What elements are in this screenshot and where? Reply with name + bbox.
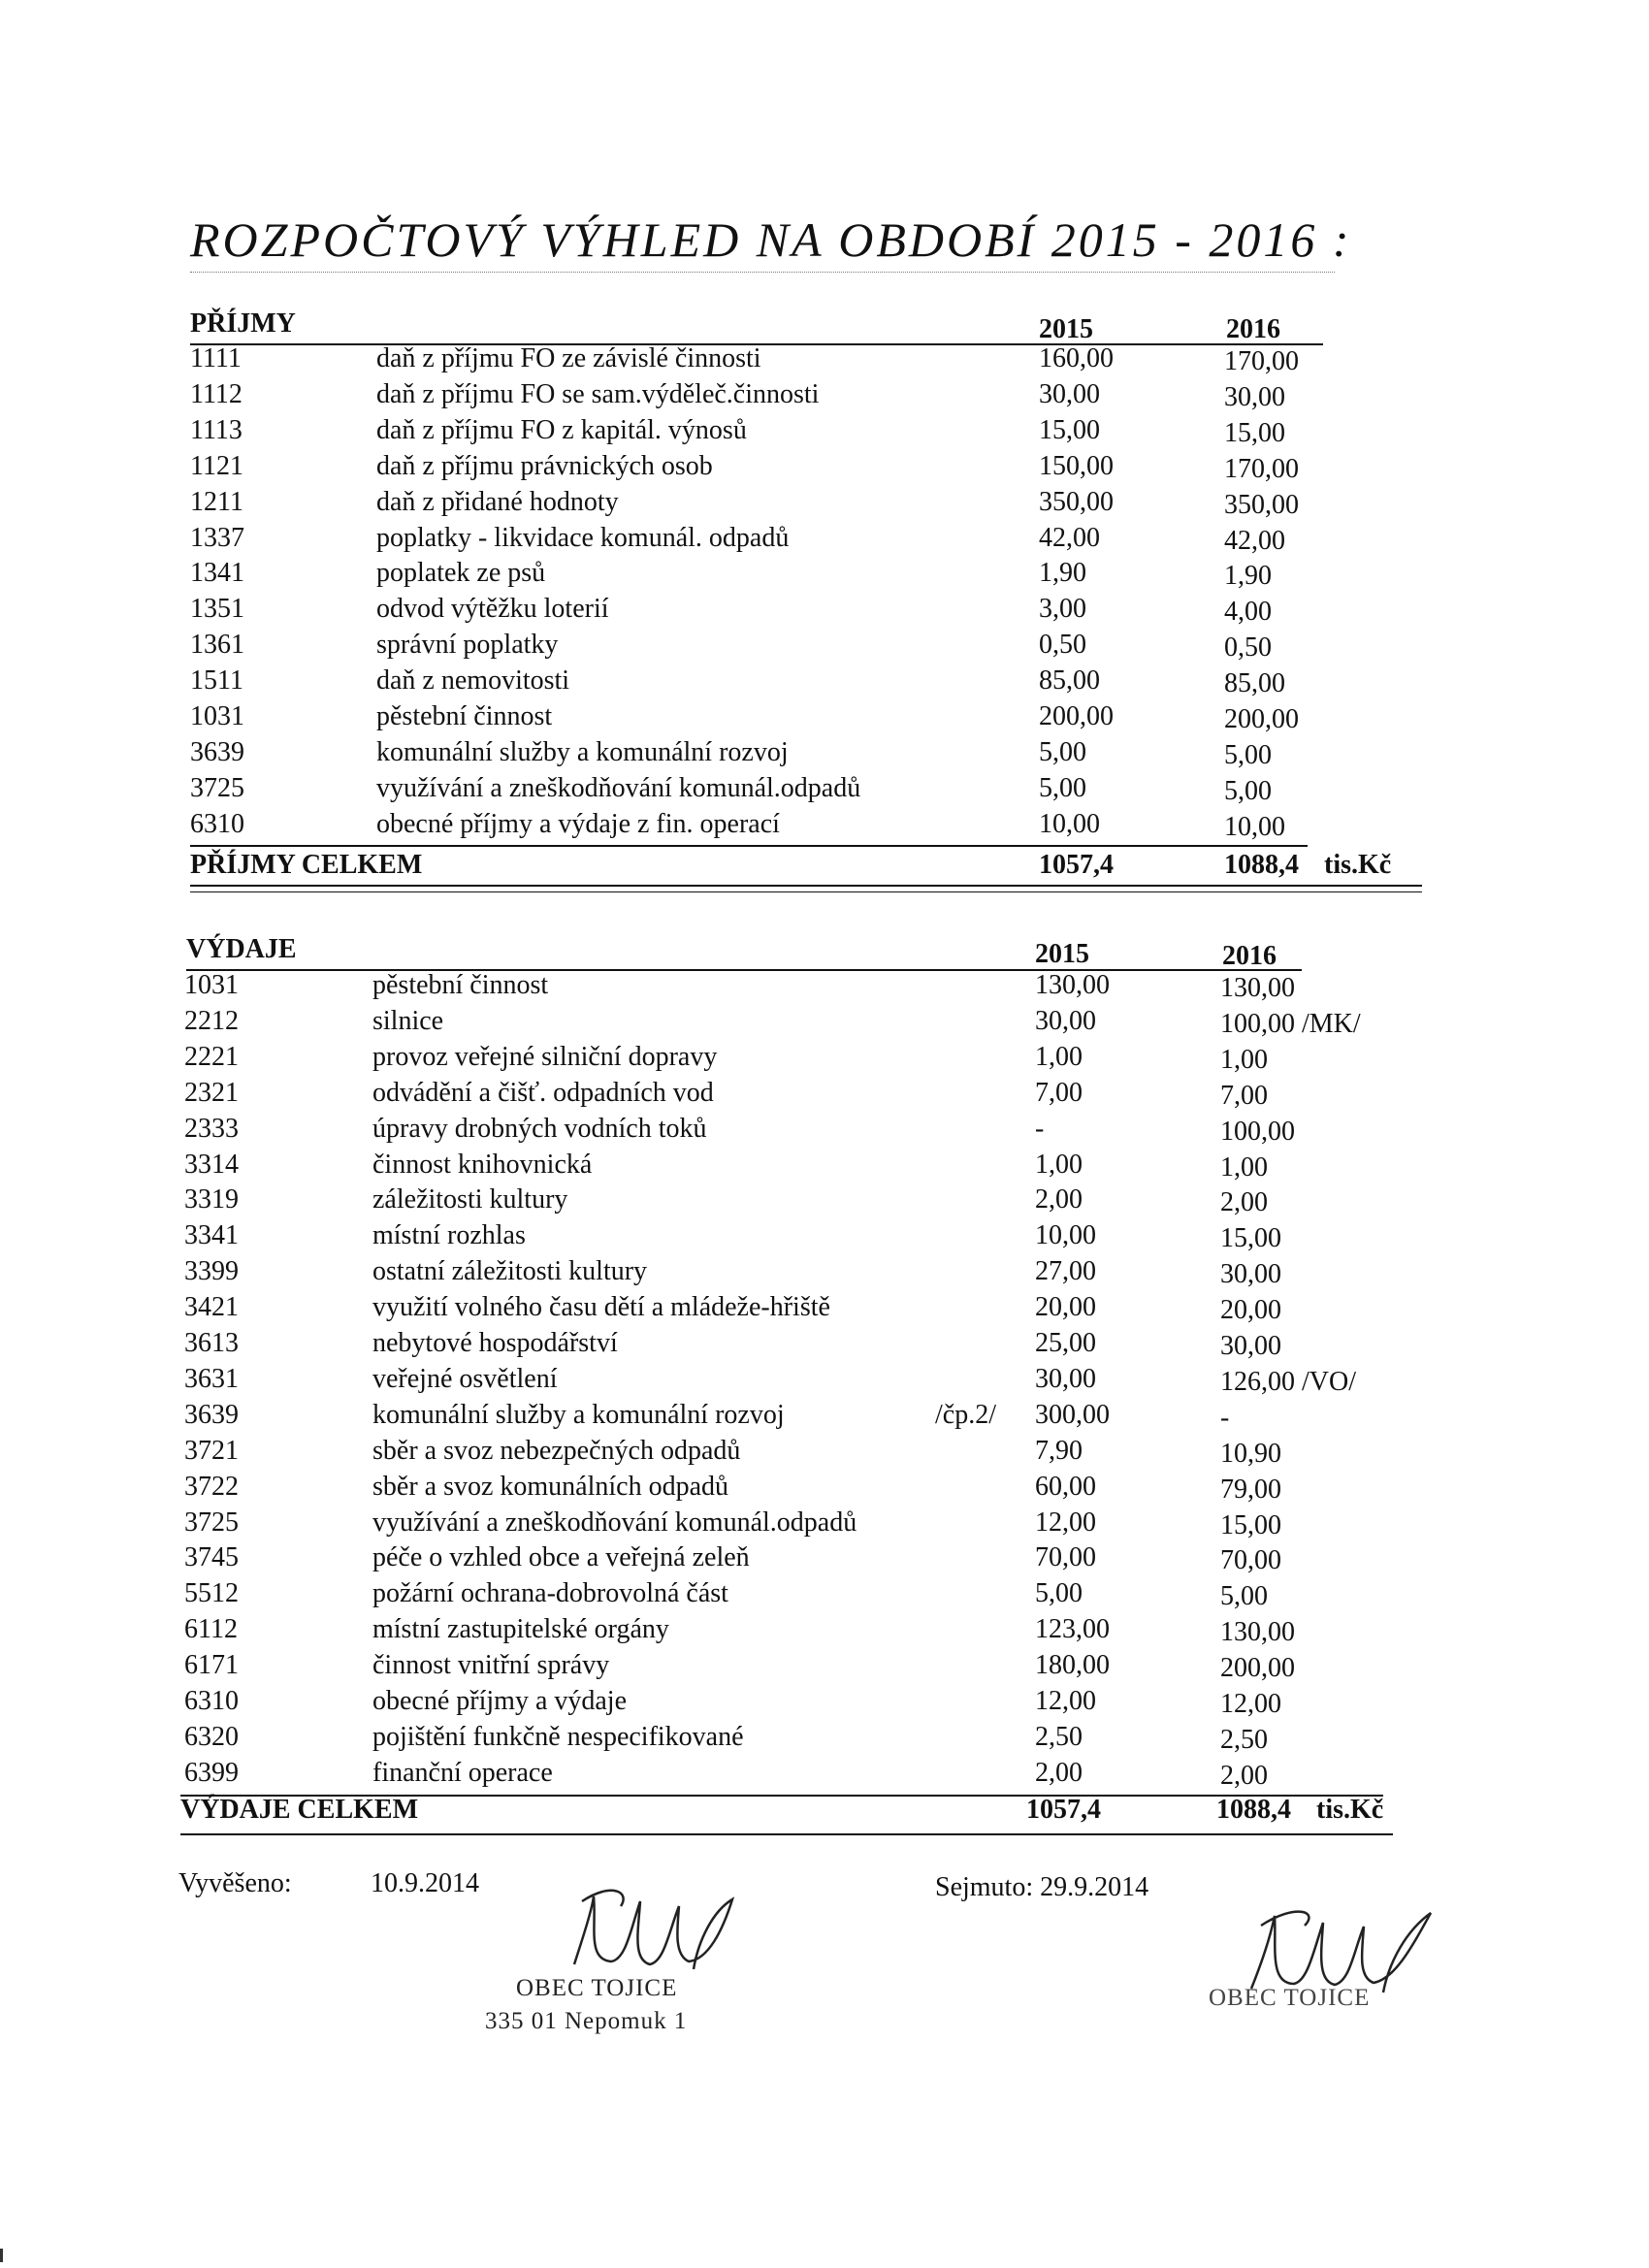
posted-label: Vyvěšeno: (178, 1868, 292, 1898)
cell-v2015: 1,00 (1035, 1149, 1083, 1180)
income-bottom-rule (190, 845, 1308, 847)
cell-v2016: 170,00 (1224, 453, 1299, 484)
cell-v2016: 1,90 (1224, 561, 1272, 592)
cell-desc: sběr a svoz nebezpečných odpadů (372, 1435, 741, 1466)
expenses-total-rule (180, 1833, 1393, 1835)
cell-v2015: 27,00 (1035, 1256, 1096, 1287)
table-row (0, 1006, 1649, 1042)
expenses-total-2015: 1057,4 (1026, 1795, 1101, 1825)
cell-v2016: 12,00 (1220, 1689, 1281, 1719)
removed-date: Sejmuto: 29.9.2014 (935, 1872, 1149, 1902)
cell-v2015: 350,00 (1039, 486, 1114, 517)
cell-v2016: 130,00 (1220, 1617, 1295, 1648)
cell-v2016: 70,00 (1220, 1545, 1281, 1576)
cell-code: 1341 (190, 558, 244, 589)
cell-code: 2333 (184, 1113, 239, 1144)
table-row (0, 1436, 1649, 1472)
cell-code: 1031 (184, 970, 239, 1000)
cell-v2016: 20,00 (1220, 1295, 1281, 1326)
cell-v2016: 100,00 (1220, 1116, 1295, 1147)
cell-v2015: 30,00 (1035, 1005, 1096, 1036)
cell-desc: veřejné osvětlení (372, 1363, 558, 1394)
cell-v2015: 150,00 (1039, 450, 1114, 481)
table-row (0, 809, 1649, 845)
income-total-label: PŘÍJMY CELKEM (190, 850, 423, 880)
cell-desc: činnost knihovnická (372, 1149, 593, 1180)
income-total-row (0, 850, 1649, 886)
cell-v2016: 10,90 (1220, 1438, 1281, 1469)
cell-code: 1111 (190, 343, 242, 373)
cell-code: 1031 (190, 701, 244, 731)
cell-v2015: 5,00 (1035, 1578, 1083, 1609)
cell-code: 6310 (184, 1686, 239, 1716)
income-total-2015: 1057,4 (1039, 850, 1114, 880)
cell-v2015: 10,00 (1039, 808, 1100, 839)
table-row (0, 737, 1649, 773)
cell-code: 3399 (184, 1256, 239, 1287)
cell-code: 1112 (190, 378, 242, 409)
table-row (0, 1722, 1649, 1758)
cell-desc: daň z příjmu FO se sam.výděleč.činnosti (376, 378, 820, 409)
cell-v2015: 2,00 (1035, 1184, 1083, 1215)
expenses-total-unit: tis.Kč (1316, 1795, 1384, 1825)
posted-date: 10.9.2014 (371, 1868, 479, 1898)
cell-code: 6320 (184, 1721, 239, 1752)
income-total-2016: 1088,4 (1224, 850, 1299, 880)
table-row (0, 1292, 1649, 1328)
cell-v2016: 15,00 (1224, 417, 1285, 448)
cell-desc: péče o vzhled obce a veřejná zeleň (372, 1542, 750, 1573)
cell-code: 1351 (190, 594, 244, 625)
cell-desc: pěstební činnost (376, 701, 553, 731)
cell-v2016: 200,00 (1220, 1653, 1295, 1684)
table-row (0, 630, 1649, 665)
cell-desc: pěstební činnost (372, 970, 549, 1000)
cell-v2015: 30,00 (1035, 1363, 1096, 1394)
table-row (0, 1042, 1649, 1078)
cell-v2015: 3,00 (1039, 594, 1086, 625)
cell-code: 2221 (184, 1041, 239, 1072)
cell-code: 6112 (184, 1614, 238, 1645)
cell-v2015: 30,00 (1039, 378, 1100, 409)
cell-code: 3721 (184, 1435, 239, 1466)
table-row (0, 1328, 1649, 1364)
cell-v2015: 42,00 (1039, 522, 1100, 553)
expenses-col-2016: 2016 (1222, 941, 1277, 971)
table-row (0, 558, 1649, 594)
cell-v2015: 180,00 (1035, 1650, 1110, 1681)
cell-desc: místní zastupitelské orgány (372, 1614, 669, 1645)
table-row (0, 487, 1649, 523)
cell-v2016: 15,00 (1220, 1509, 1281, 1540)
expenses-total-row (0, 1795, 1649, 1831)
expenses-col-2015: 2015 (1035, 939, 1089, 969)
cell-v2016: 170,00 (1224, 346, 1299, 376)
cell-desc: daň z přidané hodnoty (376, 486, 619, 517)
stamp2-line1: OBEC TOJICE (1209, 1985, 1371, 2011)
cell-desc: komunální služby a komunální rozvoj (372, 1399, 785, 1430)
signature-left (553, 1872, 747, 1989)
cell-v2016: 130,00 (1220, 973, 1295, 1003)
cell-v2015: 25,00 (1035, 1328, 1096, 1358)
expenses-total-label: VÝDAJE CELKEM (180, 1795, 419, 1825)
cell-v2016: 5,00 (1224, 775, 1272, 806)
cell-v2016: 30,00 (1220, 1331, 1281, 1361)
cell-desc: daň z příjmu FO ze závislé činnosti (376, 343, 761, 373)
cell-code: 1121 (190, 450, 243, 481)
table-row (0, 665, 1649, 701)
cell-v2016: 1,00 (1220, 1151, 1268, 1183)
cell-v2015: 123,00 (1035, 1614, 1110, 1645)
cell-v2016: 7,00 (1220, 1080, 1268, 1111)
cell-code: 3631 (184, 1363, 239, 1394)
cell-v2016: 30,00 (1224, 381, 1285, 412)
cell-code: 6171 (184, 1650, 239, 1681)
table-row (0, 1078, 1649, 1114)
table-row (0, 1542, 1649, 1578)
cell-v2016: 100,00 /MK/ (1220, 1008, 1361, 1039)
cell-desc: místní rozhlas (372, 1220, 526, 1251)
cell-code: 3639 (184, 1399, 239, 1430)
cell-code: 3421 (184, 1292, 239, 1323)
cell-v2016: 200,00 (1224, 704, 1299, 734)
cell-desc: poplatek ze psů (376, 558, 546, 589)
cell-desc: sběr a svoz komunálních odpadů (372, 1471, 729, 1502)
page-title: ROZPOČTOVÝ VÝHLED NA OBDOBÍ 2015 - 2016 : (190, 211, 1335, 273)
cell-v2015: 2,00 (1035, 1757, 1083, 1788)
cell-v2016: 2,50 (1220, 1724, 1268, 1755)
cell-v2015: 70,00 (1035, 1542, 1096, 1573)
cell-code: 1511 (190, 665, 243, 697)
cell-desc: využívání a zneškodňování komunál.odpadů (376, 772, 861, 803)
cell-desc: využívání a zneškodňování komunál.odpadů (372, 1507, 857, 1538)
cell-code: 3341 (184, 1220, 239, 1251)
cell-desc: záležitosti kultury (372, 1184, 568, 1215)
cell-desc: odvod výtěžku loterií (376, 594, 609, 625)
table-row (0, 415, 1649, 451)
table-row (0, 1364, 1649, 1400)
cell-v2015: 5,00 (1039, 772, 1086, 803)
cell-desc: využití volného času dětí a mládeže-hřiště (372, 1292, 830, 1323)
income-col-2016: 2016 (1226, 314, 1280, 344)
cell-desc: požární ochrana-dobrovolná část (372, 1578, 728, 1609)
income-total-rule (190, 885, 1422, 887)
cell-v2015: 1,90 (1039, 558, 1086, 589)
cell-desc: obecné příjmy a výdaje (372, 1686, 628, 1716)
cell-v2016: 350,00 (1224, 489, 1299, 520)
expenses-heading: VÝDAJE (186, 934, 297, 964)
cell-desc: poplatky - likvidace komunál. odpadů (376, 522, 790, 553)
cell-code: 1337 (190, 522, 244, 553)
table-row (0, 1578, 1649, 1614)
cell-v2016: 1,00 (1220, 1044, 1268, 1075)
cell-v2015: 5,00 (1039, 736, 1086, 767)
cell-v2016: 42,00 (1224, 525, 1285, 556)
cell-desc: správní poplatky (376, 630, 559, 661)
cell-desc: obecné příjmy a výdaje z fin. operací (376, 808, 780, 839)
cell-v2016: 2,00 (1220, 1760, 1268, 1791)
cell-v2016: - (1220, 1402, 1230, 1433)
cell-v2015: 0,50 (1039, 630, 1086, 661)
cell-code: 3745 (184, 1542, 239, 1573)
table-row (0, 970, 1649, 1006)
cell-v2016: 5,00 (1224, 739, 1272, 770)
income-total-unit: tis.Kč (1324, 850, 1392, 880)
cell-v2015: 160,00 (1039, 343, 1114, 373)
cell-v2015: 60,00 (1035, 1471, 1096, 1502)
cell-v2015: 130,00 (1035, 970, 1110, 1000)
table-row (0, 343, 1649, 379)
cell-code: 3613 (184, 1328, 239, 1358)
table-row (0, 773, 1649, 809)
expenses-total-2016: 1088,4 (1216, 1795, 1291, 1825)
cell-code: 6310 (190, 808, 244, 839)
cell-v2016: 15,00 (1220, 1223, 1281, 1254)
cell-desc: nebytové hospodářství (372, 1328, 618, 1358)
table-row (0, 1686, 1649, 1722)
cell-v2016: 5,00 (1220, 1581, 1268, 1612)
table-row (0, 1650, 1649, 1686)
stamp-line2: 335 01 Nepomuk 1 (485, 2008, 688, 2034)
cell-desc: finanční operace (372, 1757, 553, 1788)
cell-code: 1113 (190, 414, 242, 445)
cell-desc: činnost vnitřní správy (372, 1650, 610, 1681)
cell-v2016: 0,50 (1224, 632, 1272, 664)
cell-v2016: 2,00 (1220, 1187, 1268, 1218)
cell-v2016: 4,00 (1224, 597, 1272, 628)
table-row (0, 1256, 1649, 1292)
cell-v2015: 300,00 (1035, 1399, 1110, 1430)
cell-desc: daň z příjmu FO z kapitál. výnosů (376, 414, 747, 445)
cell-desc: silnice (372, 1005, 444, 1036)
cell-v2016: 30,00 (1220, 1259, 1281, 1290)
cell-v2016: 79,00 (1220, 1474, 1281, 1505)
cell-v2015: 7,90 (1035, 1435, 1083, 1466)
cell-desc: komunální služby a komunální rozvoj (376, 736, 789, 767)
cell-desc: daň z příjmu právnických osob (376, 450, 713, 481)
cell-desc: daň z nemovitosti (376, 665, 570, 697)
cell-code: 1211 (190, 486, 243, 517)
cell-code: 5512 (184, 1578, 239, 1609)
table-row (0, 1507, 1649, 1543)
table-row (0, 594, 1649, 630)
income-heading: PŘÍJMY (190, 308, 296, 339)
cell-note: /čp.2/ (935, 1399, 996, 1430)
cell-v2015: - (1035, 1113, 1045, 1144)
cell-v2015: 2,50 (1035, 1721, 1083, 1752)
cell-code: 3639 (190, 736, 244, 767)
table-row (0, 1184, 1649, 1220)
table-row (0, 701, 1649, 737)
cell-code: 3319 (184, 1184, 239, 1215)
cell-code: 3725 (190, 772, 244, 803)
stamp-line1: OBEC TOJICE (516, 1975, 678, 2001)
cell-code: 3725 (184, 1507, 239, 1538)
cell-code: 3722 (184, 1471, 239, 1502)
income-total-rule-2 (190, 891, 1422, 892)
income-col-2015: 2015 (1039, 314, 1093, 344)
cell-v2015: 20,00 (1035, 1292, 1096, 1323)
cell-v2016: 10,00 (1224, 811, 1285, 842)
cell-v2015: 12,00 (1035, 1507, 1096, 1538)
scan-mark (0, 2249, 3, 2262)
table-row (0, 1220, 1649, 1256)
cell-v2015: 12,00 (1035, 1686, 1096, 1716)
cell-desc: úpravy drobných vodních toků (372, 1113, 707, 1144)
table-row (0, 523, 1649, 559)
cell-code: 3314 (184, 1149, 239, 1180)
table-row (0, 1400, 1649, 1436)
cell-desc: odvádění a čišť. odpadních vod (372, 1077, 714, 1108)
table-row (0, 1758, 1649, 1794)
cell-v2016: 85,00 (1224, 668, 1285, 699)
cell-v2016: 126,00 /VO/ (1220, 1366, 1356, 1397)
signature-right (1212, 1892, 1455, 1998)
cell-v2015: 7,00 (1035, 1077, 1083, 1108)
cell-desc: pojištění funkčně nespecifikované (372, 1721, 744, 1752)
table-row (0, 1472, 1649, 1507)
cell-v2015: 15,00 (1039, 414, 1100, 445)
table-row (0, 1114, 1649, 1150)
cell-v2015: 1,00 (1035, 1041, 1083, 1072)
table-row (0, 1150, 1649, 1185)
table-row (0, 379, 1649, 415)
cell-v2015: 10,00 (1035, 1220, 1096, 1251)
table-row (0, 1614, 1649, 1650)
table-row (0, 451, 1649, 487)
cell-desc: provoz veřejné silniční dopravy (372, 1041, 718, 1072)
cell-code: 6399 (184, 1757, 239, 1788)
cell-v2015: 200,00 (1039, 701, 1114, 731)
cell-code: 2212 (184, 1005, 239, 1036)
cell-code: 1361 (190, 630, 244, 661)
cell-code: 2321 (184, 1077, 239, 1108)
cell-v2015: 85,00 (1039, 665, 1100, 697)
cell-desc: ostatní záležitosti kultury (372, 1256, 648, 1287)
